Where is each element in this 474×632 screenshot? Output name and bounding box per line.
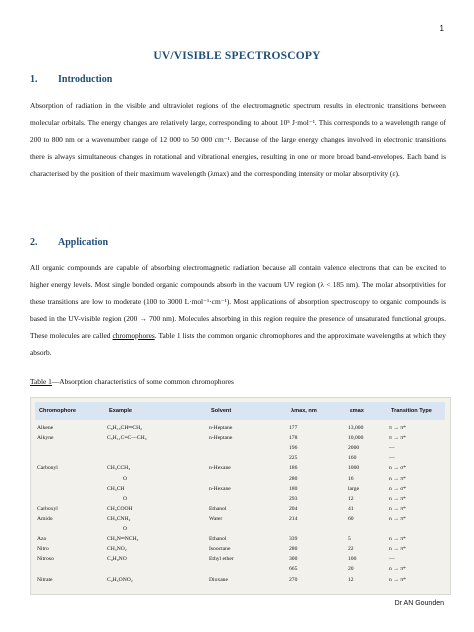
table-cell: n → π* <box>389 546 406 553</box>
table-cell: 5 <box>348 536 351 543</box>
table-cell: CH₃COOH <box>107 505 133 512</box>
table-header-cell: λmax, nm <box>291 408 317 414</box>
table-cell: 60 <box>348 515 354 522</box>
table-cell: C₂H₅ONO₂ <box>107 576 133 583</box>
table-header-row <box>35 402 445 420</box>
table-header-cell: Example <box>109 408 133 414</box>
table-cell: n → π* <box>389 495 406 502</box>
section-title: Introduction <box>58 74 113 85</box>
introduction-text: Absorption of radiation in the visible and ultraviolet regions of the electromagnetic spectrum results in electronic transitions between molecular orbitals. The energy changes are relatively large, corresponding to about 10⁵ J·mol⁻¹. This corresponds to a wavelength range of 200 to 800 nm or a wavenumber range of 12 000 to 50 000 cm⁻¹. Because of the large energy changes involved in electronic transitions there is always simultaneous changes in rotational and vibrational energies, resulting in one or more broad band-envelopes. Each band is characterised by the position of their maximum wavelength (λmax) and the corresponding intensity or molar absorptivity (ε). <box>30 101 446 178</box>
table-cell: n → π* <box>389 576 406 583</box>
table-cell: — <box>389 556 395 563</box>
table-cell: Carboxyl <box>37 505 58 512</box>
table-cell: 186 <box>289 465 298 472</box>
table-header-cell: εmax <box>350 408 364 414</box>
footer-author: Dr AN Gounden <box>394 600 444 607</box>
table-cell: 16 <box>348 475 354 482</box>
table-cell: Nitroso <box>37 556 54 563</box>
section-number: 1. <box>30 74 38 85</box>
table-cell: n-Heptane <box>209 435 233 442</box>
application-text-b: . Table 1 lists the common organic chromophores and the approximate wavelengths at which they absorb. <box>30 331 446 357</box>
table-cell: C₄H₉NO <box>107 556 127 563</box>
table-cell: 300 <box>289 556 298 563</box>
table-cell: 13,000 <box>348 425 364 431</box>
table-cell: n → π* <box>389 566 406 573</box>
table-cell: Alkyne <box>37 435 54 442</box>
table-cell: n → π* <box>389 475 406 482</box>
table-cell: O <box>123 526 128 532</box>
page-title: UV/VISIBLE SPECTROSCOPY <box>153 50 321 62</box>
table-cell: 180 <box>289 485 298 492</box>
table-cell: n → σ* <box>389 485 406 492</box>
table-cell: 293 <box>289 495 298 502</box>
table-cell: 339 <box>289 536 298 543</box>
table-header-cell: Transition Type <box>391 408 432 414</box>
table-cell: Ethanol <box>209 505 227 512</box>
table-cell: large <box>348 485 360 492</box>
table-cell: Azo <box>37 536 47 543</box>
table-cell: Carbonyl <box>37 465 58 472</box>
page-number: 1 <box>439 24 444 33</box>
table-cell: n → π* <box>389 515 406 522</box>
chromophore-table <box>30 397 451 595</box>
section-title: Application <box>58 237 109 248</box>
table-caption-text: —Absorption characteristics of some common chromophores <box>51 377 234 386</box>
table-header-cell: Solvent <box>211 408 232 414</box>
table-cell: O <box>123 475 128 482</box>
table-caption <box>30 377 234 386</box>
table-cell: 214 <box>289 515 298 522</box>
table-cell: n → σ* <box>389 465 406 472</box>
application-text-a: All organic compounds are capable of absorbing electromagnetic radiation because all contain valence electrons that can be excited to higher energy levels. Most single bonded organic compounds absorb in the vacuum UV region (λ < 185 nm). The molar absorptivities for these transitions are low to moderate (100 to 3000 L·mol⁻¹·cm⁻¹). Most applications of absorption spectroscopy to organic compounds is based in the UV-visible region (200 → 700 nm). Molecules absorbing in this region require the presence of unsaturated functional groups. These molecules are called <box>30 263 446 340</box>
table-cell: 196 <box>289 445 298 452</box>
table-cell: π → π* <box>389 425 406 431</box>
table-cell: CH₃NO₂ <box>107 546 127 553</box>
table-cell: n → π* <box>389 536 406 543</box>
table-cell: 20 <box>348 566 354 573</box>
table-cell: Nitrate <box>37 576 53 583</box>
table-cell: Water <box>209 515 223 522</box>
table-cell: 280 <box>289 475 298 482</box>
table-cell: Nitro <box>37 546 49 553</box>
table-cell: 10,000 <box>348 435 364 442</box>
table-cell: CH₃CH <box>107 485 125 492</box>
table-cell: 2000 <box>348 445 360 452</box>
table-cell: 12 <box>348 576 354 583</box>
table-cell: Alkene <box>37 425 54 431</box>
table-cell: n-Heptane <box>209 425 233 431</box>
table-cell: 100 <box>348 556 357 563</box>
table-cell: 12 <box>348 495 354 502</box>
section-heading-introduction <box>30 74 112 85</box>
table-cell: 41 <box>348 505 354 512</box>
table-cell: 665 <box>289 566 298 573</box>
table-cell: C₅H₁₁C≡C—CH₃ <box>107 435 147 442</box>
table-cell: C₆H₁₃CH═CH₂ <box>107 425 143 431</box>
table-cell: — <box>389 455 395 462</box>
table-cell: 225 <box>289 455 298 462</box>
table-cell: n-Hexane <box>209 465 231 472</box>
introduction-paragraph <box>30 97 446 182</box>
table-cell: π → π* <box>389 435 406 442</box>
table-cell: Isooctane <box>209 546 231 553</box>
table-cell: 178 <box>289 435 298 442</box>
application-paragraph <box>30 259 446 361</box>
table-cell: CH₃CCH₃ <box>107 465 131 472</box>
table-cell: O <box>123 495 128 502</box>
table-cell: CH₃N═NCH₃ <box>107 536 139 543</box>
table-cell: Ethyl ether <box>209 556 234 563</box>
table-caption-label[interactable]: Table 1 <box>30 377 52 386</box>
chromophores-link[interactable]: chromophores <box>112 331 155 340</box>
table-cell: — <box>389 445 395 452</box>
table-cell: 160 <box>348 455 357 462</box>
table-cell: 270 <box>289 576 298 583</box>
table-cell: Amido <box>37 515 53 522</box>
table-cell: n-Hexane <box>209 485 231 492</box>
table-cell: Ethanol <box>209 536 227 543</box>
table-cell: 1000 <box>348 465 360 472</box>
section-heading-application <box>30 237 108 248</box>
table-cell: Dioxane <box>209 576 228 583</box>
section-number: 2. <box>30 237 38 248</box>
table-cell: 22 <box>348 546 354 553</box>
table-cell: 177 <box>289 425 298 431</box>
table-cell: CH₃CNH₂ <box>107 515 131 522</box>
table-cell: n → π* <box>389 505 406 512</box>
table-header-cell: Chromophore <box>39 408 76 414</box>
table-cell: 204 <box>289 505 298 512</box>
table-cell: 280 <box>289 546 298 553</box>
